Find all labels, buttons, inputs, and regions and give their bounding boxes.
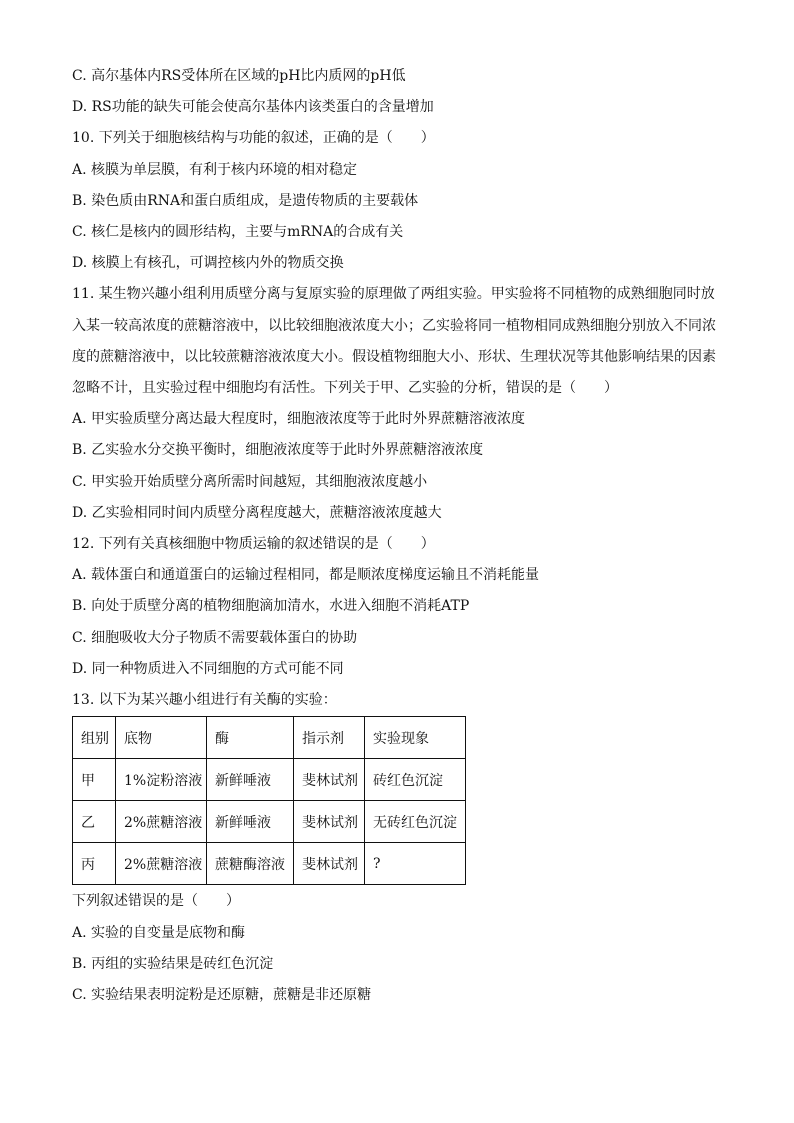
table-cell: 砖红色沉淀 bbox=[365, 759, 466, 801]
table-header-row bbox=[73, 717, 466, 759]
table-cell: 丙 bbox=[73, 843, 116, 885]
line-q11-stem-3: 度的蔗糖溶液中，以比较蔗糖溶液浓度大小。假设植物细胞大小、形状、生理状况等其他影响结果的因素 bbox=[72, 349, 716, 365]
table-cell: ? bbox=[365, 843, 466, 885]
line-q10-a: A. 核膜为单层膜，有利于核内环境的相对稳定 bbox=[72, 162, 358, 178]
table-cell: 2%蔗糖溶液 bbox=[116, 801, 207, 843]
table-cell: 2%蔗糖溶液 bbox=[116, 843, 207, 885]
line-q12-stem: 12. 下列有关真核细胞中物质运输的叙述错误的是（ ） bbox=[72, 536, 435, 552]
line-q11-b: B. 乙实验水分交换平衡时，细胞液浓度等于此时外界蔗糖溶液浓度 bbox=[72, 442, 484, 458]
line-q9-d: D. RS功能的缺失可能会使高尔基体内该类蛋白的含量增加 bbox=[72, 99, 434, 115]
line-q12-c: C. 细胞吸收大分子物质不需要载体蛋白的协助 bbox=[72, 630, 358, 646]
table-row bbox=[73, 801, 466, 843]
table-cell: 斐林试剂 bbox=[294, 801, 365, 843]
line-q13-question: 下列叙述错误的是（ ） bbox=[72, 893, 240, 909]
line-q13-c: C. 实验结果表明淀粉是还原糖，蔗糖是非还原糖 bbox=[72, 987, 372, 1003]
table-header-cell: 指示剂 bbox=[294, 717, 365, 759]
table-header-cell: 酶 bbox=[207, 717, 294, 759]
line-q11-stem-4: 忽略不计，且实验过程中细胞均有活性。下列关于甲、乙实验的分析，错误的是（ ） bbox=[72, 380, 618, 396]
line-q10-d: D. 核膜上有核孔，可调控核内外的物质交换 bbox=[72, 255, 344, 271]
line-q11-stem-2: 入某一较高浓度的蔗糖溶液中，以比较细胞液浓度大小；乙实验将同一植物相同成熟细胞分别放入不同浓 bbox=[72, 318, 716, 334]
table-cell: 蔗糖酶溶液 bbox=[207, 843, 294, 885]
line-q10-c: C. 核仁是核内的圆形结构，主要与mRNA的合成有关 bbox=[72, 224, 404, 240]
line-q13-b: B. 丙组的实验结果是砖红色沉淀 bbox=[72, 956, 274, 972]
experiment-table bbox=[72, 716, 466, 885]
line-q11-c: C. 甲实验开始质壁分离所需时间越短，其细胞液浓度越小 bbox=[72, 474, 428, 490]
table-cell: 乙 bbox=[73, 801, 116, 843]
table-row bbox=[73, 843, 466, 885]
line-q10-stem: 10. 下列关于细胞核结构与功能的叙述，正确的是（ ） bbox=[72, 130, 435, 146]
line-q10-b: B. 染色质由RNA和蛋白质组成，是遗传物质的主要载体 bbox=[72, 193, 419, 209]
line-q12-d: D. 同一种物质进入不同细胞的方式可能不同 bbox=[72, 661, 344, 677]
table-cell: 斐林试剂 bbox=[294, 843, 365, 885]
line-q13-a: A. 实验的自变量是底物和酶 bbox=[72, 925, 246, 941]
table-header-cell: 实验现象 bbox=[365, 717, 466, 759]
line-q11-d: D. 乙实验相同时间内质壁分离程度越大，蔗糖溶液浓度越大 bbox=[72, 505, 442, 521]
table-cell: 无砖红色沉淀 bbox=[365, 801, 466, 843]
table-row bbox=[73, 759, 466, 801]
table-cell: 甲 bbox=[73, 759, 116, 801]
line-q12-a: A. 载体蛋白和通道蛋白的运输过程相同，都是顺浓度梯度运输且不消耗能量 bbox=[72, 567, 540, 583]
table-cell: 1%淀粉溶液 bbox=[116, 759, 207, 801]
line-q12-b: B. 向处于质壁分离的植物细胞滴加清水，水进入细胞不消耗ATP bbox=[72, 598, 470, 614]
table-cell: 新鲜唾液 bbox=[207, 801, 294, 843]
table-cell: 新鲜唾液 bbox=[207, 759, 294, 801]
table-cell: 斐林试剂 bbox=[294, 759, 365, 801]
line-q11-a: A. 甲实验质壁分离达最大程度时，细胞液浓度等于此时外界蔗糖溶液浓度 bbox=[72, 411, 526, 427]
line-q9-c: C. 高尔基体内RS受体所在区域的pH比内质网的pH低 bbox=[72, 68, 406, 84]
table-header-cell: 组别 bbox=[73, 717, 116, 759]
table-header-cell: 底物 bbox=[116, 717, 207, 759]
line-q13-stem: 13. 以下为某兴趣小组进行有关酶的实验： bbox=[72, 692, 337, 708]
line-q11-stem-1: 11. 某生物兴趣小组利用质壁分离与复原实验的原理做了两组实验。甲实验将不同植物的成熟细胞同时放 bbox=[72, 286, 715, 302]
